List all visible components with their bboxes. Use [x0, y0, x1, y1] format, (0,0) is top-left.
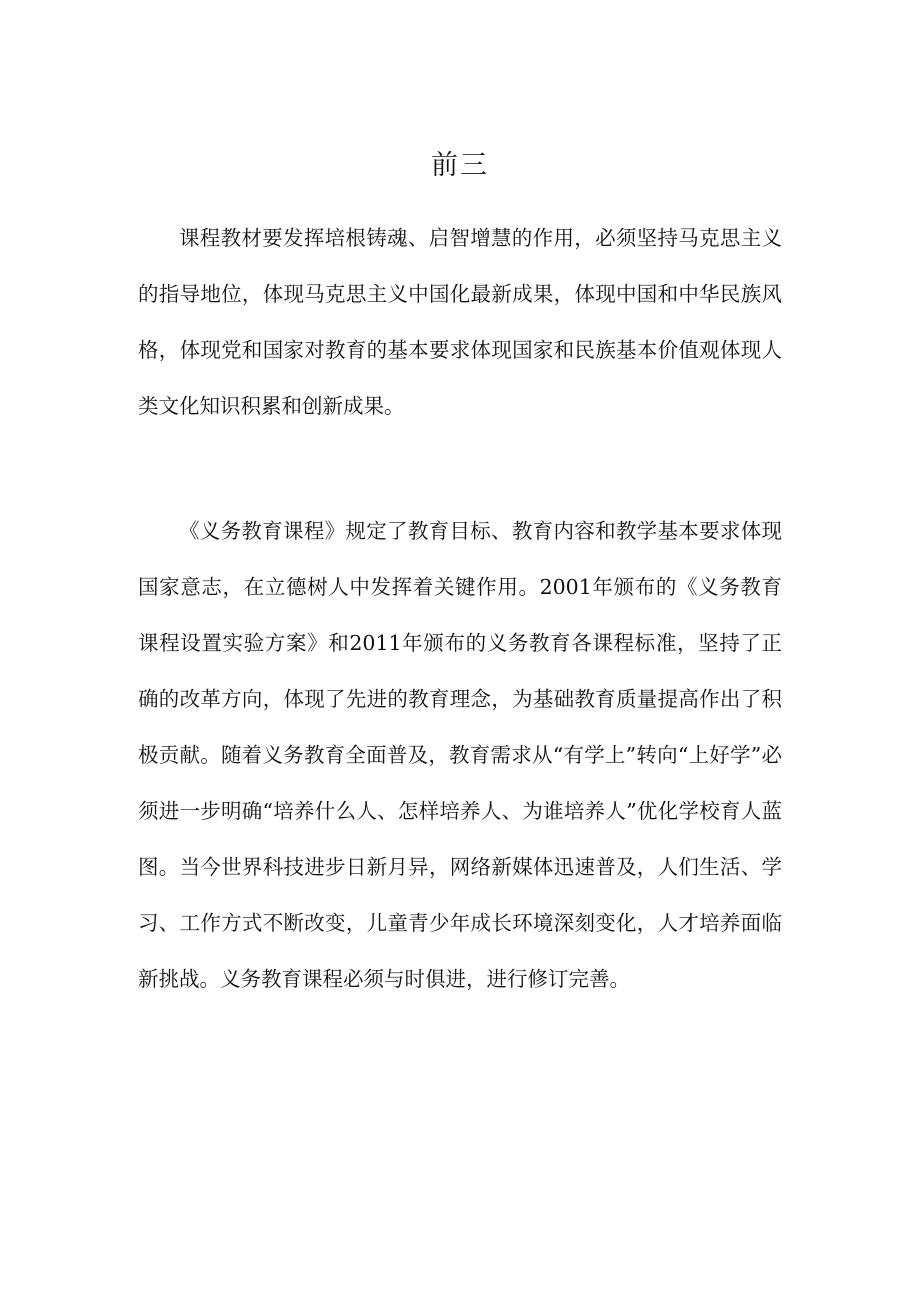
document-title: 前三: [431, 150, 489, 181]
paragraph-1: 课程教材要发挥培根铸魂、启智增慧的作用，必须坚持马克思主义的指导地位，体现马克思主义中国化最新成果，体现中国和中华民族风格，体现党和国家对教育的基本要求体现国家和民族基本价值观体现人类文化知识积累和创新成果。: [138, 226, 782, 418]
paragraph-2: 《义务教育课程》规定了教育目标、教育内容和教学基本要求体现国家意志，在立德树人中发挥着关键作用。2001年颁布的《义务教育课程设置实验方案》和2011年颁布的义务教育各课程标准，坚持了正确的改革方向，体现了先进的教育理念，为基础教育质量提高作出了积极贡献。随着义务教育全面普及，教育需求从“有学上”转向“上好学”必须进一步明确“培养什么人、怎样培养人、为谁培养人”优化学校育人蓝图。当今世界科技进步日新月异，网络新媒体迅速普及，人们生活、学习、工作方式不断改变，儿童青少年成长环境深刻变化，人才培养面临新挑战。义务教育课程必须与时俱进，进行修订完善。: [138, 519, 782, 991]
